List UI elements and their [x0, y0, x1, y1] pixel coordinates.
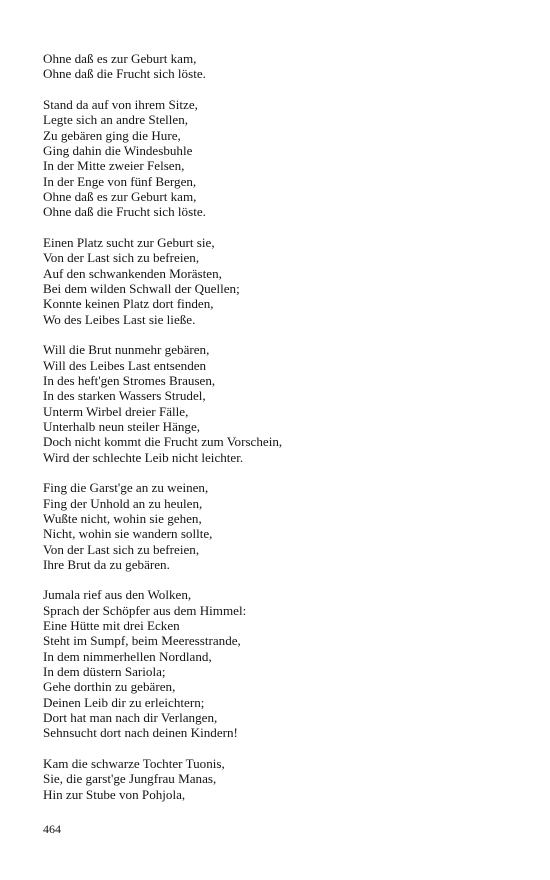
verse-line: Auf den schwankenden Morästen,: [43, 265, 222, 281]
verse-line: Wußte nicht, wohin sie gehen,: [43, 510, 202, 526]
verse-line: Sprach der Schöpfer aus dem Himmel:: [43, 602, 247, 618]
verse-line: Hin zur Stube von Pohjola,: [43, 786, 186, 802]
verse-line: Wo des Leibes Last sie ließe.: [43, 311, 196, 327]
verse-line: Bei dem wilden Schwall der Quellen;: [43, 280, 240, 296]
verse-line: Nicht, wohin sie wandern sollte,: [43, 526, 213, 542]
verse-line: Ging dahin die Windesbuhle: [43, 142, 193, 158]
stanza: [43, 235, 520, 327]
stanza: [43, 51, 520, 82]
verse-line: Ohne daß es zur Geburt kam,: [43, 188, 197, 204]
verse-line: Eine Hütte mit drei Ecken: [43, 618, 180, 634]
verse-line: In der Mitte zweier Felsen,: [43, 158, 185, 174]
verse-line: Dort hat man nach dir Verlangen,: [43, 710, 218, 726]
stanza: [43, 97, 520, 220]
verse-line: Zu gebären ging die Hure,: [43, 127, 181, 143]
page-number: 464: [43, 822, 61, 836]
verse-line: Deinen Leib dir zu erleichtern;: [43, 694, 205, 710]
stanza: [43, 480, 520, 572]
verse-line: Konnte keinen Platz dort finden,: [43, 296, 214, 312]
stanza: [43, 756, 520, 802]
verse-line: Unterm Wirbel dreier Fälle,: [43, 403, 189, 419]
verse-line: Stand da auf von ihrem Sitze,: [43, 96, 198, 112]
verse-line: Will die Brut nunmehr gebären,: [43, 342, 210, 358]
stanza: [43, 342, 520, 465]
verse-line: Ohne daß die Frucht sich löste.: [43, 204, 206, 220]
verse-line: Fing die Garst'ge an zu weinen,: [43, 480, 209, 496]
verse-line: In des heft'gen Stromes Brausen,: [43, 372, 216, 388]
verse-line: Ohne daß es zur Geburt kam,: [43, 51, 197, 66]
verse-line: Legte sich an andre Stellen,: [43, 112, 189, 128]
verse-line: Ihre Brut da zu gebären.: [43, 556, 170, 572]
verse-line: Sie, die garst'ge Jungfrau Manas,: [43, 771, 217, 787]
verse-line: Fing der Unhold an zu heulen,: [43, 495, 203, 511]
verse-line: Von der Last sich zu befreien,: [43, 250, 200, 266]
verse-line: Will des Leibes Last entsenden: [43, 357, 207, 373]
verse-line: Sehnsucht dort nach deinen Kindern!: [43, 725, 238, 741]
verse-line: In dem düstern Sariola;: [43, 664, 166, 680]
verse-line: Wird der schlechte Leib nicht leichter.: [43, 449, 244, 465]
verse-line: Doch nicht kommt die Frucht zum Vorschein,: [43, 434, 283, 450]
verse-line: In dem nimmerhellen Nordland,: [43, 648, 212, 664]
verse-line: Kam die schwarze Tochter Tuonis,: [43, 756, 225, 772]
verse-line: Von der Last sich zu befreien,: [43, 541, 200, 557]
verse-line: Steht im Sumpf, beim Meeresstrande,: [43, 633, 241, 649]
verse-line: Ohne daß die Frucht sich löste.: [43, 66, 206, 82]
stanza: [43, 587, 520, 740]
verse-line: In des starken Wassers Strudel,: [43, 388, 206, 404]
verse-line: Gehe dorthin zu gebären,: [43, 679, 176, 695]
verse-line: Jumala rief aus den Wolken,: [43, 587, 192, 603]
verse-line: Einen Platz sucht zur Geburt sie,: [43, 234, 215, 250]
verse-line: Unterhalb neun steiler Hänge,: [43, 418, 201, 434]
verse-line: In der Enge von fünf Bergen,: [43, 173, 197, 189]
